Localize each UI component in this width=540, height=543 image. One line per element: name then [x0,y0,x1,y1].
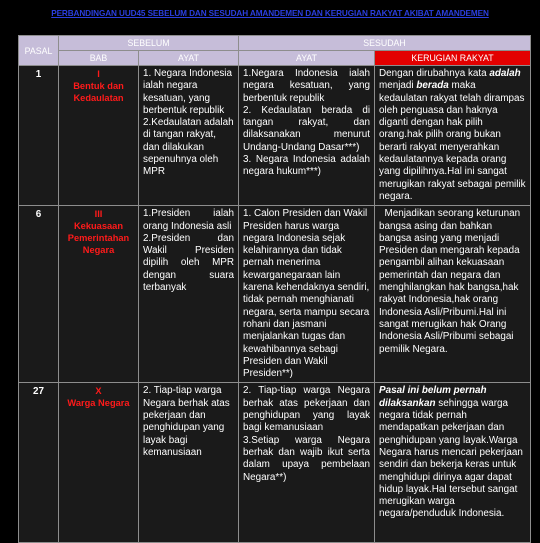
bab-name: Kekuasaan Pemerintahan Negara [67,221,130,256]
kerugian-text: Dengan dirubahnya kata [379,68,490,79]
header-row-1 [19,36,531,51]
header-kerugian-rakyat: KERUGIAN RAKYAT [375,51,531,66]
table-row [19,66,531,206]
bab-number: X [95,386,102,397]
header-sebelum: SEBELUM [59,36,239,51]
bab-cell [59,206,139,383]
header-sesudah: SESUDAH [239,36,531,51]
bab-name: Bentuk dan Kedaulatan [73,81,124,103]
bab-number: I [97,69,100,79]
table-row [19,206,531,383]
kerugian-emphasis: adalah [489,68,521,79]
header-ayat-sebelum: AYAT [139,51,239,66]
ayat-sesudah-cell [239,206,375,383]
kerugian-cell [375,66,531,206]
header-row-2 [19,51,531,66]
header-ayat-sesudah: AYAT [239,51,375,66]
ayat-sesudah-text: 2. Tiap-tiap warga Negara berhak atas pekerjaan dan penghidupan yang layak bagi kemanusiaan 3.Setiap warga Negara berhak dan wajib ikut serta dalam upaya pembelaan Negara**) [243,385,371,483]
ayat-sebelum-text: 1. Negara Indonesia ialah negara kesatuan, yang berbentuk republik 2.Kedaulatan adalah di tangan rakyat, dan dilakukan sepenuhnya oleh MPR [143,68,234,178]
ayat-sebelum-text: 2. Tiap-tiap warga Negara berhak atas pekerjaan dan penghidupan yang layak bagi kemanusiaan [143,385,230,458]
ayat-sebelum-cell [139,66,239,206]
bab-number: III [94,209,103,220]
header-pasal: PASAL [19,36,59,66]
ayat-sebelum-cell [139,206,239,383]
kerugian-emphasis: Pasal ini belum pernah dilaksankan [379,385,487,409]
kerugian-text: Menjadikan seorang keturunan bangsa asing dan bahkan bangsa asing yang menjadi Presiden dan mengarah kepada pengambil alihan kekuasaan pemerintah dan negara dan menghilangkan hak bangsa,hak rakyat Indonesia,hak orang Indonesia Asli/Pribumi.Hal ini sangat merugikan hak Orang Indonesia Asli/Pribumi sebagai pemilik Negara. [379,208,523,355]
ayat-sesudah-cell [239,383,375,543]
kerugian-emphasis: berada [416,80,449,92]
bab-cell [59,383,139,543]
ayat-sebelum-cell [139,383,239,543]
pasal-number: 27 [19,383,59,543]
ayat-sesudah-text: 1.Negara Indonesia ialah negara kesatuan, yang berbentuk republik 2. Kedaulatan berada di tangan rakyat, dan dilaksanakan menurut Undang-Undang Dasar***) 3. Negara Indonesia adalah negara hukum***) [243,68,371,178]
kerugian-cell [375,206,531,383]
kerugian-text: maka kedaulatan rakyat telah dirampas oleh penguasa dan haknya diganti dengan hak pilih orang.hak pilih orang bukan berarti rakyat menyerahkan kedaulatannya kepada orang yang dipilihnya.Hal ini sangat merugikan rakyat sebagai pemilik negara. [379,80,526,202]
document-title: PERBANDINGAN UUD45 SEBELUM DAN SESUDAH AMANDEMEN DAN KERUGIAN RAKYAT AKIBAT AMANDEMEN [51,9,489,18]
ayat-sebelum-text: 1.Presiden ialah orang Indonesia asli 2.Presiden dan Wakil Presiden dipilih oleh MPR dengan suara terbanyak [143,208,235,294]
kerugian-text: sehingga warga negara tidak pernah mendapatkan pekerjaan dan penghidupan yang layak.Warga Negara harus mencari pekerjaan sendiri dan bekerja keras untuk menghidupi dirinya agar dapat hidup layak.Hal tersebut sangat merugikan warga negara/penduduk Indonesia. [379,397,523,520]
pasal-number: 1 [19,66,59,206]
ayat-sesudah-text: 1. Calon Presiden dan Wakil Presiden harus warga negara Indonesia sejak kelahirannya dan tidak pernah menerima kewarganegaraan lain karena kehendaknya sendiri, tidak pernah menghianati negara, serta mampu secara rohani dan jasmani menjalankan tugas dan kewahibannya sebagi Presiden dan Wakil Presiden**) [243,208,370,380]
comparison-table [18,35,531,543]
kerugian-cell [375,383,531,543]
header-bab: BAB [59,51,139,66]
ayat-sesudah-cell [239,66,375,206]
kerugian-text: menjadi [379,80,417,92]
table-row [19,383,531,543]
pasal-number: 6 [19,206,59,383]
bab-cell [59,66,139,206]
bab-name: Warga Negara [67,398,130,409]
